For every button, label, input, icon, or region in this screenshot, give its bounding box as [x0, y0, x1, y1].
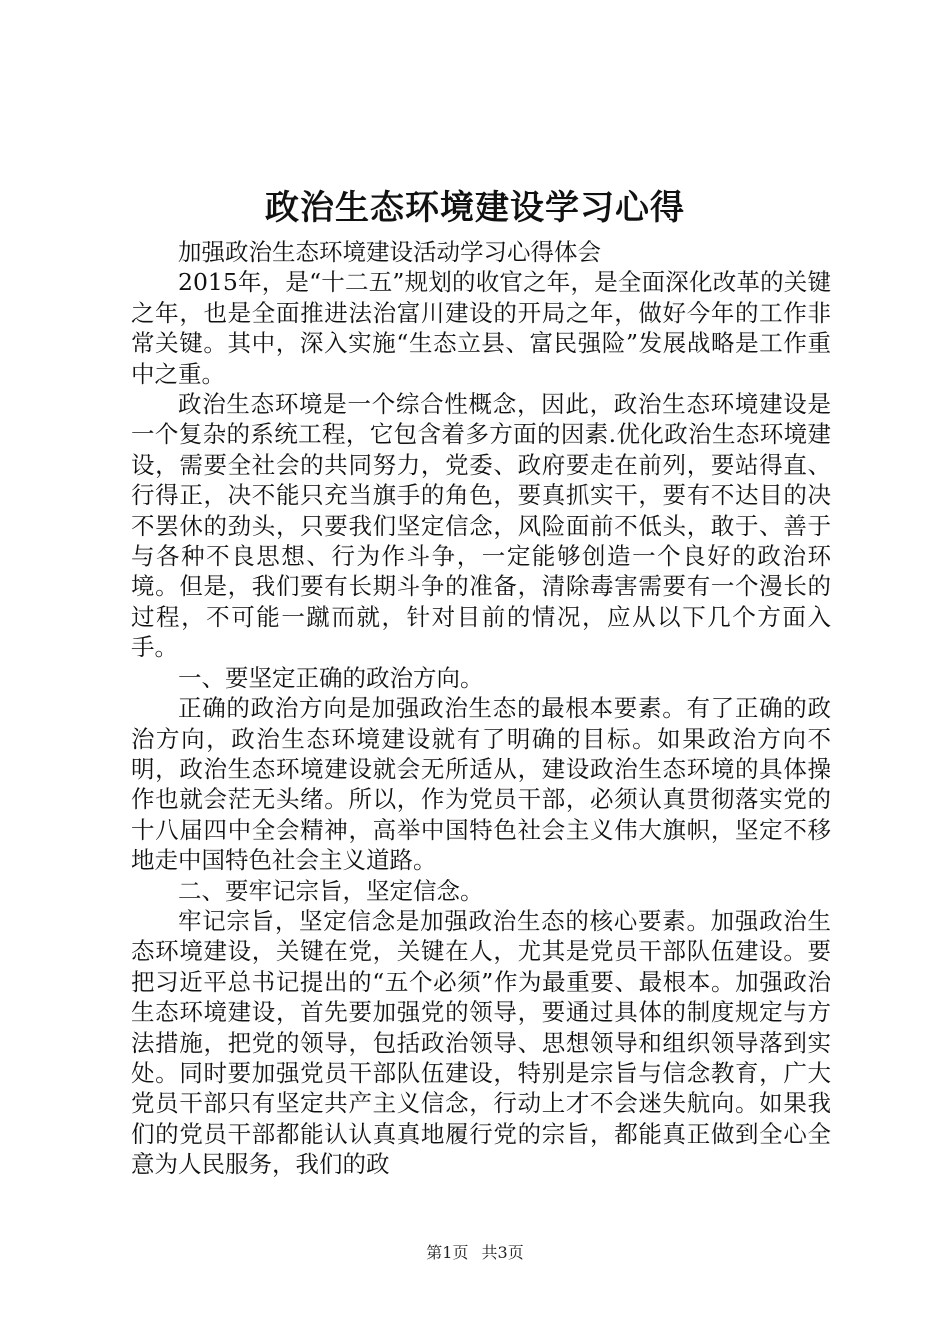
page-number: 第1页 — [426, 1243, 469, 1262]
body-paragraph: 2015年，是“十二五”规划的收官之年，是全面深化改革的关键之年，也是全面推进法治富川建设的开局之年，做好今年的工作非常关键。其中，深入实施“生态立县、富民强险”发展战略是工作重中之重。 — [131, 268, 831, 388]
section-heading: 二、要牢记宗旨，坚定信念。 — [178, 876, 484, 905]
body-paragraph: 牢记宗旨，坚定信念是加强政治生态的核心要素。加强政治生态环境建设，关键在党，关键在人，尤其是党员干部队伍建设。要把习近平总书记提出的“五个必须”作为最重要、最根本。加强政治生态环境建设，首先要加强党的领导，要通过具体的制度规定与方法措施，把党的领导，包括政治领导、思想领导和组织领导落到实处。同时要加强党员干部队伍建设，特别是宗旨与信念教育，广大党员干部只有坚定共产主义信念，行动上才不会迷失航向。如果我们的党员干部都能认认真真地履行党的宗旨，都能真正做到全心全意为人民服务，我们的政 — [131, 906, 831, 1179]
page-total: 共3页 — [481, 1243, 524, 1262]
section-heading: 一、要坚定正确的政治方向。 — [178, 663, 484, 692]
document-body — [131, 237, 831, 1180]
body-paragraph: 正确的政治方向是加强政治生态的最根本要素。有了正确的政治方向，政治生态环境建设就有了明确的目标。如果政治方向不明，政治生态环境建设就会无所适从，建设政治生态环境的具体操作也就会茫无头绪。所以，作为党员干部，必须认真贯彻落实党的十八届四中全会精神，高举中国特色社会主义伟大旗帜，坚定不移地走中国特色社会主义道路。 — [131, 694, 831, 875]
page-footer — [0, 1242, 950, 1264]
body-paragraph: 政治生态环境是一个综合性概念，因此，政治生态环境建设是一个复杂的系统工程，它包含着多方面的因素.优化政治生态环境建设，需要全社会的共同努力，党委、政府要走在前列，要站得直、行得正，决不能只充当旗手的角色，要真抓实干，要有不达目的决不罢休的劲头，只要我们坚定信念，风险面前不低头，敢于、善于与各种不良思想、行为作斗争，一定能够创造一个良好的政治环境。但是，我们要有长期斗争的准备，清除毒害需要有一个漫长的过程，不可能一蹴而就，针对目前的情况，应从以下几个方面入手。 — [131, 390, 831, 662]
subtitle-paragraph: 加强政治生态环境建设活动学习心得体会 — [178, 238, 601, 266]
document-title: 政治生态环境建设学习心得 — [265, 188, 685, 228]
